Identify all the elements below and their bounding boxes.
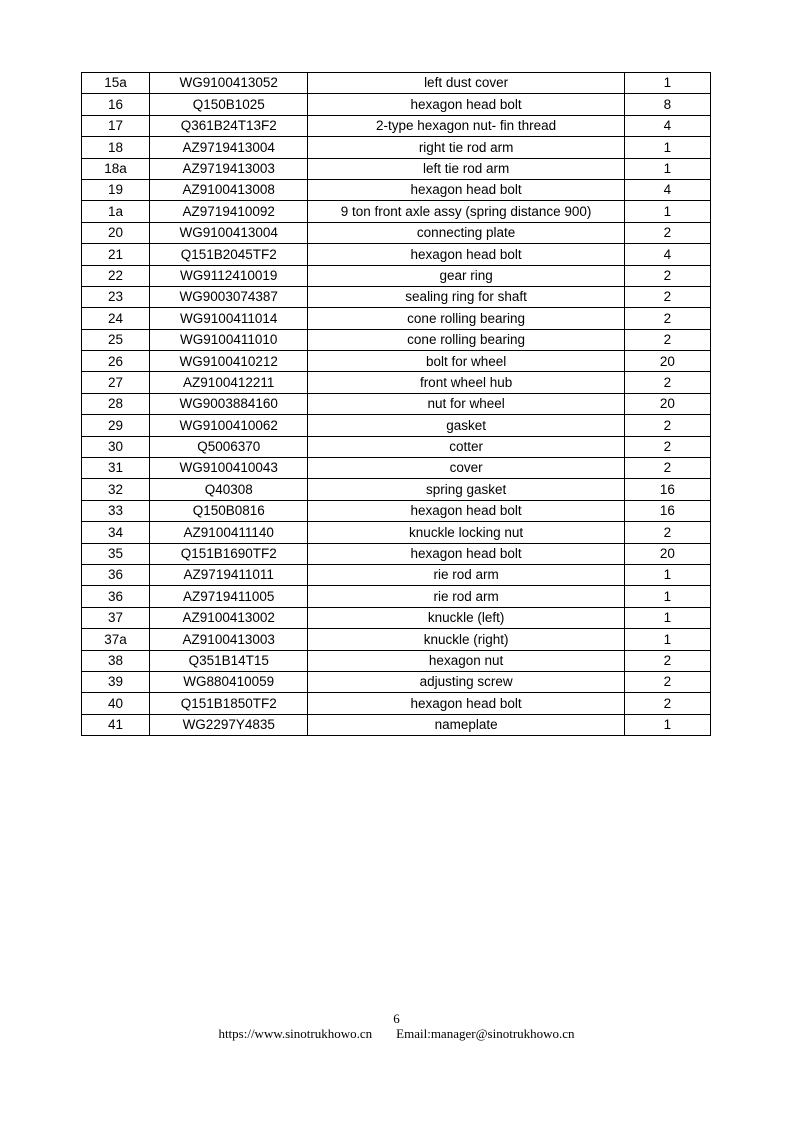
cell-item-no: 34 — [82, 522, 150, 543]
cell-quantity: 4 — [624, 179, 710, 200]
cell-part-number: Q150B1025 — [150, 94, 308, 115]
cell-part-number: WG2297Y4835 — [150, 714, 308, 735]
cell-part-number: AZ9719411005 — [150, 586, 308, 607]
table-row — [82, 650, 711, 671]
cell-quantity: 20 — [624, 351, 710, 372]
cell-description: 9 ton front axle assy (spring distance 900) — [308, 201, 625, 222]
cell-quantity: 2 — [624, 458, 710, 479]
table-row — [82, 479, 711, 500]
cell-part-number: Q5006370 — [150, 436, 308, 457]
cell-item-no: 35 — [82, 543, 150, 564]
cell-item-no: 24 — [82, 308, 150, 329]
cell-quantity: 2 — [624, 650, 710, 671]
table-row — [82, 671, 711, 692]
cell-quantity: 2 — [624, 329, 710, 350]
cell-item-no: 36 — [82, 564, 150, 585]
cell-quantity: 20 — [624, 543, 710, 564]
cell-item-no: 36 — [82, 586, 150, 607]
cell-item-no: 29 — [82, 415, 150, 436]
table-row — [82, 286, 711, 307]
table-row — [82, 201, 711, 222]
table-row — [82, 629, 711, 650]
page-number: 6 — [393, 1011, 400, 1026]
table-row — [82, 308, 711, 329]
cell-item-no: 17 — [82, 115, 150, 136]
cell-quantity: 2 — [624, 265, 710, 286]
cell-quantity: 2 — [624, 415, 710, 436]
cell-description: hexagon head bolt — [308, 179, 625, 200]
cell-description: hexagon head bolt — [308, 500, 625, 521]
cell-description: gasket — [308, 415, 625, 436]
cell-item-no: 19 — [82, 179, 150, 200]
cell-description: knuckle locking nut — [308, 522, 625, 543]
cell-description: 2-type hexagon nut- fin thread — [308, 115, 625, 136]
cell-part-number: WG9100410062 — [150, 415, 308, 436]
cell-description: rie rod arm — [308, 586, 625, 607]
cell-description: knuckle (left) — [308, 607, 625, 628]
cell-item-no: 31 — [82, 458, 150, 479]
cell-part-number: AZ9719411011 — [150, 564, 308, 585]
footer-email[interactable]: Email:manager@sinotrukhowo.cn — [396, 1026, 575, 1041]
cell-description: hexagon head bolt — [308, 244, 625, 265]
cell-item-no: 18a — [82, 158, 150, 179]
cell-item-no: 25 — [82, 329, 150, 350]
cell-quantity: 2 — [624, 372, 710, 393]
cell-quantity: 2 — [624, 286, 710, 307]
table-row — [82, 351, 711, 372]
table-row — [82, 372, 711, 393]
cell-part-number: AZ9100413003 — [150, 629, 308, 650]
table-row — [82, 564, 711, 585]
cell-item-no: 16 — [82, 94, 150, 115]
cell-quantity: 4 — [624, 115, 710, 136]
table-row — [82, 137, 711, 158]
table-row — [82, 500, 711, 521]
parts-table — [81, 72, 711, 736]
cell-description: adjusting screw — [308, 671, 625, 692]
table-row — [82, 714, 711, 735]
cell-item-no: 26 — [82, 351, 150, 372]
table-row — [82, 543, 711, 564]
cell-part-number: AZ9100411140 — [150, 522, 308, 543]
cell-description: right tie rod arm — [308, 137, 625, 158]
table-row — [82, 393, 711, 414]
table-row — [82, 415, 711, 436]
cell-description: hexagon nut — [308, 650, 625, 671]
cell-description: cone rolling bearing — [308, 329, 625, 350]
table-row — [82, 586, 711, 607]
cell-description: front wheel hub — [308, 372, 625, 393]
cell-part-number: WG9100410043 — [150, 458, 308, 479]
cell-quantity: 20 — [624, 393, 710, 414]
cell-quantity: 16 — [624, 479, 710, 500]
cell-description: spring gasket — [308, 479, 625, 500]
cell-quantity: 2 — [624, 222, 710, 243]
cell-quantity: 1 — [624, 201, 710, 222]
table-row — [82, 265, 711, 286]
cell-item-no: 21 — [82, 244, 150, 265]
cell-item-no: 1a — [82, 201, 150, 222]
table-row — [82, 73, 711, 94]
cell-part-number: Q151B2045TF2 — [150, 244, 308, 265]
table-row — [82, 458, 711, 479]
cell-item-no: 30 — [82, 436, 150, 457]
cell-item-no: 15a — [82, 73, 150, 94]
cell-description: knuckle (right) — [308, 629, 625, 650]
parts-table-body — [82, 73, 711, 736]
cell-item-no: 23 — [82, 286, 150, 307]
footer-website[interactable]: https://www.sinotrukhowo.cn — [218, 1026, 373, 1041]
cell-quantity: 2 — [624, 522, 710, 543]
cell-part-number: Q151B1850TF2 — [150, 693, 308, 714]
table-row — [82, 693, 711, 714]
cell-part-number: Q361B24T13F2 — [150, 115, 308, 136]
cell-description: cotter — [308, 436, 625, 457]
cell-quantity: 1 — [624, 607, 710, 628]
table-row — [82, 607, 711, 628]
cell-description: nut for wheel — [308, 393, 625, 414]
cell-part-number: WG9003074387 — [150, 286, 308, 307]
cell-part-number: WG9100413052 — [150, 73, 308, 94]
cell-part-number: WG9112410019 — [150, 265, 308, 286]
table-row — [82, 158, 711, 179]
cell-item-no: 37 — [82, 607, 150, 628]
cell-quantity: 1 — [624, 564, 710, 585]
cell-part-number: WG9100413004 — [150, 222, 308, 243]
cell-description: bolt for wheel — [308, 351, 625, 372]
cell-quantity: 2 — [624, 693, 710, 714]
cell-part-number: AZ9719413003 — [150, 158, 308, 179]
table-row — [82, 115, 711, 136]
cell-part-number: WG9003884160 — [150, 393, 308, 414]
cell-part-number: WG9100411010 — [150, 329, 308, 350]
cell-part-number: Q40308 — [150, 479, 308, 500]
cell-description: sealing ring for shaft — [308, 286, 625, 307]
cell-part-number: Q151B1690TF2 — [150, 543, 308, 564]
cell-quantity: 1 — [624, 73, 710, 94]
cell-item-no: 40 — [82, 693, 150, 714]
cell-item-no: 32 — [82, 479, 150, 500]
cell-item-no: 20 — [82, 222, 150, 243]
table-row — [82, 244, 711, 265]
cell-item-no: 38 — [82, 650, 150, 671]
cell-item-no: 27 — [82, 372, 150, 393]
cell-quantity: 16 — [624, 500, 710, 521]
cell-item-no: 22 — [82, 265, 150, 286]
cell-part-number: AZ9100412211 — [150, 372, 308, 393]
cell-part-number: WG9100411014 — [150, 308, 308, 329]
cell-quantity: 1 — [624, 629, 710, 650]
table-row — [82, 329, 711, 350]
cell-quantity: 1 — [624, 586, 710, 607]
cell-quantity: 2 — [624, 671, 710, 692]
cell-part-number: AZ9719413004 — [150, 137, 308, 158]
footer-contact — [0, 1026, 793, 1042]
cell-part-number: Q150B0816 — [150, 500, 308, 521]
cell-part-number: WG9100410212 — [150, 351, 308, 372]
cell-description: cover — [308, 458, 625, 479]
cell-quantity: 1 — [624, 714, 710, 735]
cell-item-no: 18 — [82, 137, 150, 158]
cell-quantity: 1 — [624, 137, 710, 158]
cell-description: hexagon head bolt — [308, 94, 625, 115]
table-row — [82, 436, 711, 457]
cell-part-number: AZ9100413008 — [150, 179, 308, 200]
cell-item-no: 33 — [82, 500, 150, 521]
cell-description: hexagon head bolt — [308, 543, 625, 564]
cell-item-no: 37a — [82, 629, 150, 650]
table-row — [82, 222, 711, 243]
cell-description: connecting plate — [308, 222, 625, 243]
table-row — [82, 94, 711, 115]
cell-part-number: AZ9719410092 — [150, 201, 308, 222]
cell-item-no: 28 — [82, 393, 150, 414]
cell-description: nameplate — [308, 714, 625, 735]
cell-description: rie rod arm — [308, 564, 625, 585]
cell-description: left tie rod arm — [308, 158, 625, 179]
table-row — [82, 522, 711, 543]
cell-quantity: 1 — [624, 158, 710, 179]
cell-part-number: AZ9100413002 — [150, 607, 308, 628]
cell-item-no: 41 — [82, 714, 150, 735]
cell-description: gear ring — [308, 265, 625, 286]
cell-quantity: 2 — [624, 308, 710, 329]
table-row — [82, 179, 711, 200]
cell-description: left dust cover — [308, 73, 625, 94]
cell-quantity: 8 — [624, 94, 710, 115]
cell-quantity: 4 — [624, 244, 710, 265]
cell-quantity: 2 — [624, 436, 710, 457]
cell-description: cone rolling bearing — [308, 308, 625, 329]
cell-part-number: WG880410059 — [150, 671, 308, 692]
cell-part-number: Q351B14T15 — [150, 650, 308, 671]
cell-description: hexagon head bolt — [308, 693, 625, 714]
cell-item-no: 39 — [82, 671, 150, 692]
